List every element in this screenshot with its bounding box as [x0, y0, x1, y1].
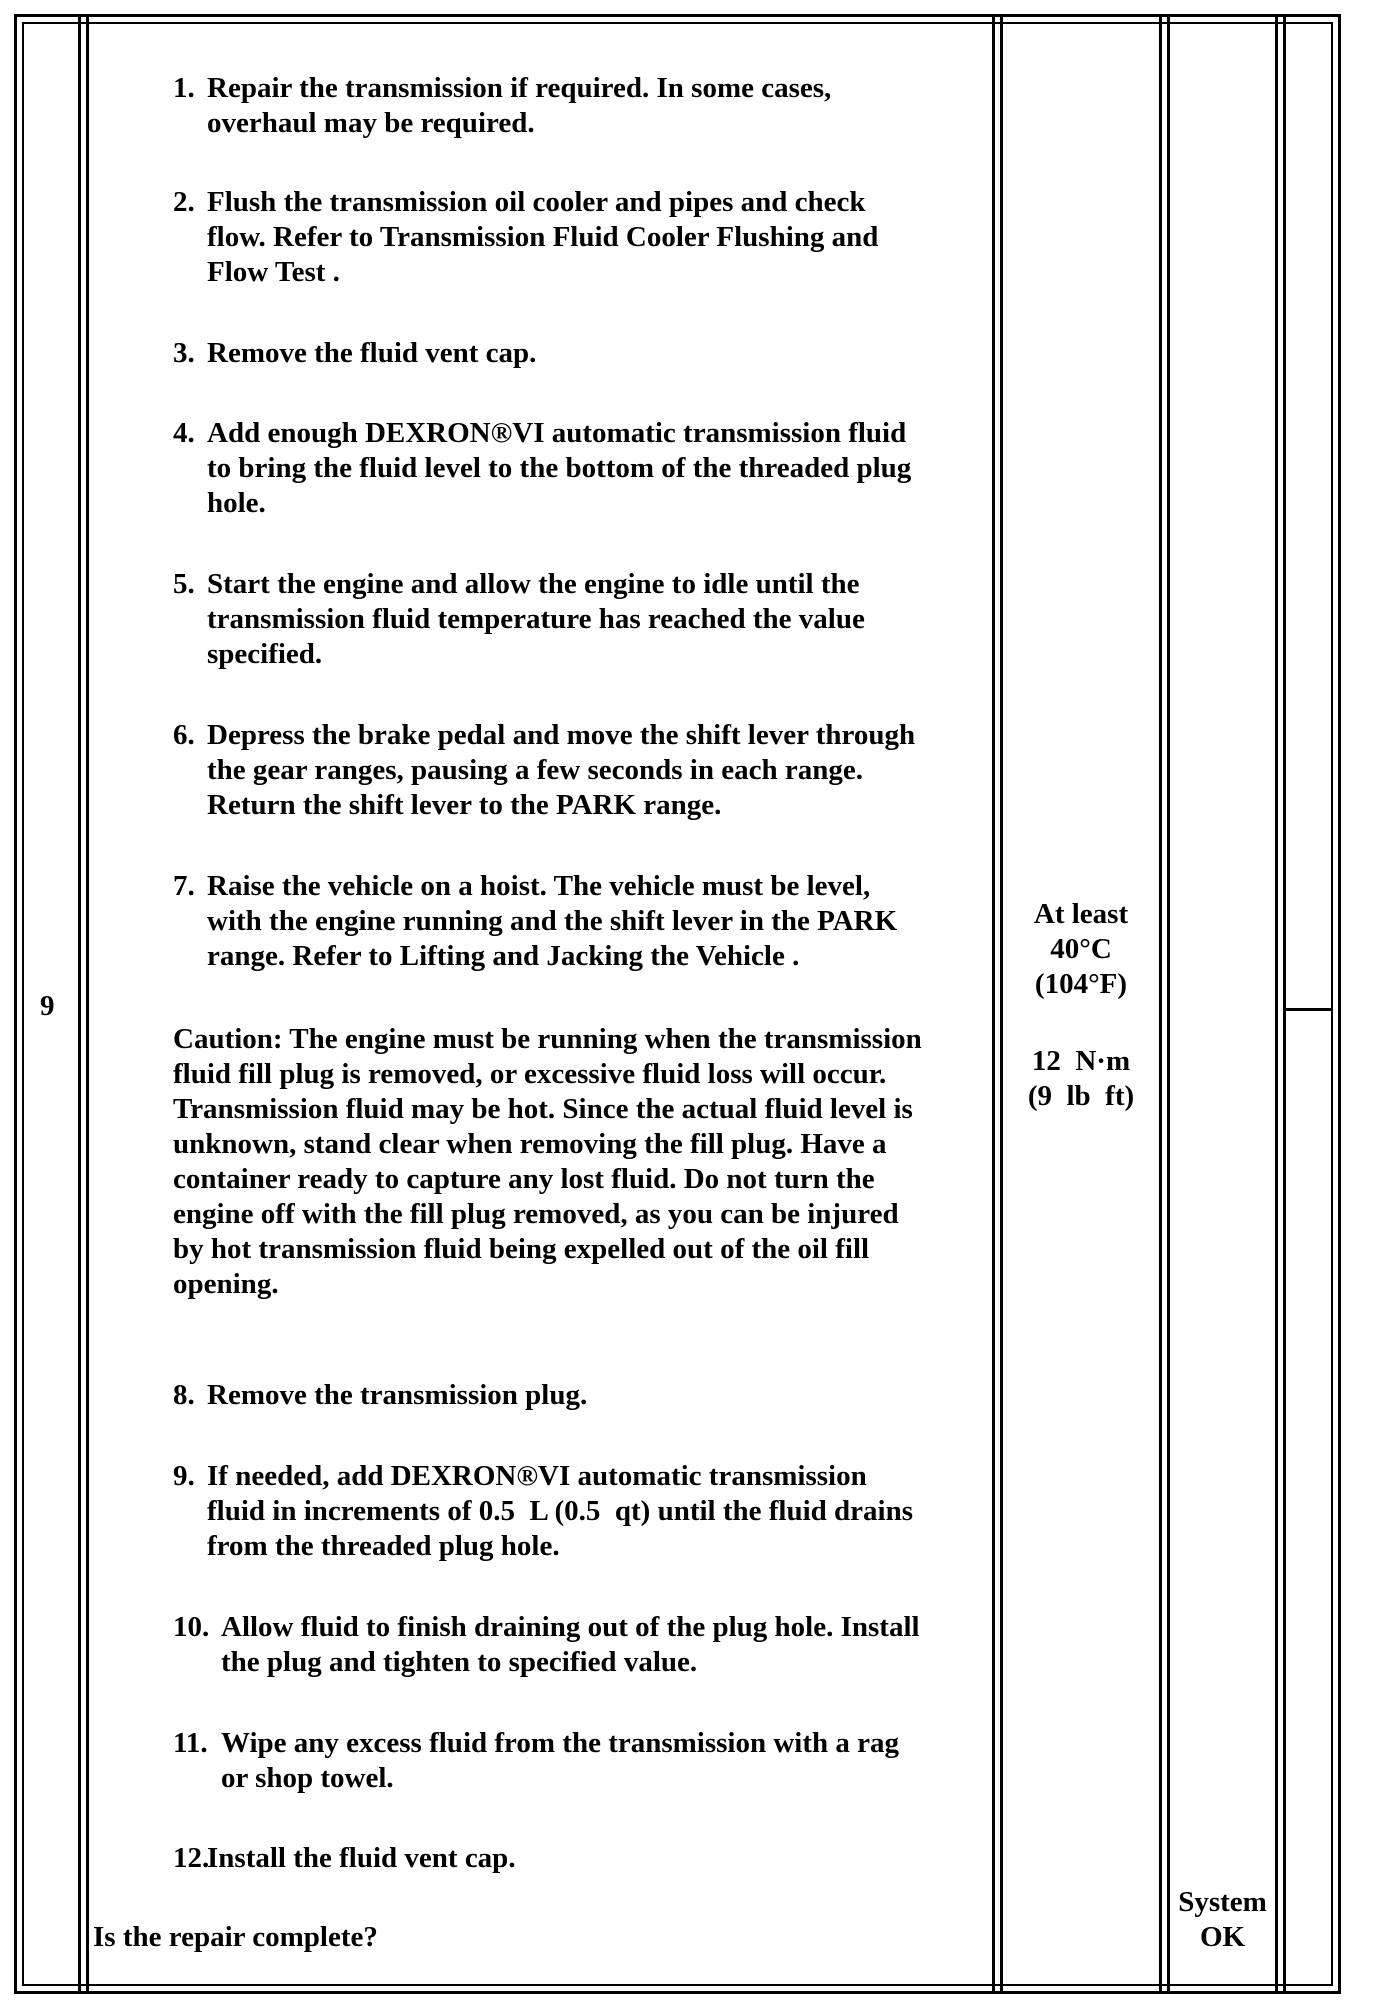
- col-divider: [1000, 14, 1003, 1994]
- procedure-step: 5. Start the engine and allow the engine to idle until the transmission fluid temperature has reached the value specified.: [173, 568, 865, 670]
- col-divider: [86, 14, 89, 1994]
- system-ok-result: System OK: [1178, 1886, 1267, 1953]
- procedure-step: 11. Wipe any excess fluid from the transmission with a rag or shop towel.: [173, 1727, 900, 1794]
- temperature-value: At least 40°C (104°F): [1033, 898, 1129, 1000]
- table-inner-border: [22, 22, 1333, 1986]
- torque-value: 12 N·m (9 lb ft): [1027, 1045, 1135, 1112]
- procedure-step: 9. If needed, add DEXRON®VI automatic transmission fluid in increments of 0.5 L (0.5 qt) until the fluid drains from the threaded plug hole.: [173, 1460, 914, 1562]
- col-divider: [1283, 14, 1286, 1994]
- procedure-step: 1. Repair the transmission if required. In some cases, overhaul may be required.: [173, 72, 832, 139]
- procedure-step: 3. Remove the fluid vent cap.: [173, 337, 537, 369]
- col-divider: [78, 14, 81, 1994]
- col-divider: [1275, 14, 1278, 1994]
- col-divider: [1167, 14, 1170, 1994]
- procedure-step: 8. Remove the transmission plug.: [173, 1379, 588, 1411]
- procedure-step: 2. Flush the transmission oil cooler and pipes and check flow. Refer to Transmission Fluid Cooler Flushing and Flow Test .: [173, 186, 879, 288]
- caution-note: Caution: The engine must be running when the transmission fluid fill plug is removed, or excessive fluid loss will occur. Transmission fluid may be hot. Since the actual fluid level is unknown, stand clear when removing the fill plug. Have a container ready to capture any lost fluid. Do not turn the engine off with the fill plug removed, as you can be injured by hot transmission fluid being expelled out of the oil fill opening.: [173, 1023, 922, 1300]
- question-text: Is the repair complete?: [93, 1921, 378, 1953]
- step-number: 9: [40, 990, 55, 1022]
- procedure-step: 12. Install the fluid vent cap.: [173, 1842, 516, 1874]
- col-divider: [1159, 14, 1162, 1994]
- procedure-step: 10. Allow fluid to finish draining out of the plug hole. Install the plug and tighten to specified value.: [173, 1611, 920, 1678]
- procedure-step: 6. Depress the brake pedal and move the shift lever through the gear ranges, pausing a few seconds in each range. Return the shift lever to the PARK range.: [173, 719, 916, 821]
- procedure-step: 4. Add enough DEXRON®VI automatic transmission fluid to bring the fluid level to the bottom of the threaded plug hole.: [173, 417, 912, 519]
- col-divider: [992, 14, 995, 1994]
- procedure-step: 7. Raise the vehicle on a hoist. The vehicle must be level, with the engine running and the shift lever in the PARK range. Refer to Lifting and Jacking the Vehicle .: [173, 870, 898, 972]
